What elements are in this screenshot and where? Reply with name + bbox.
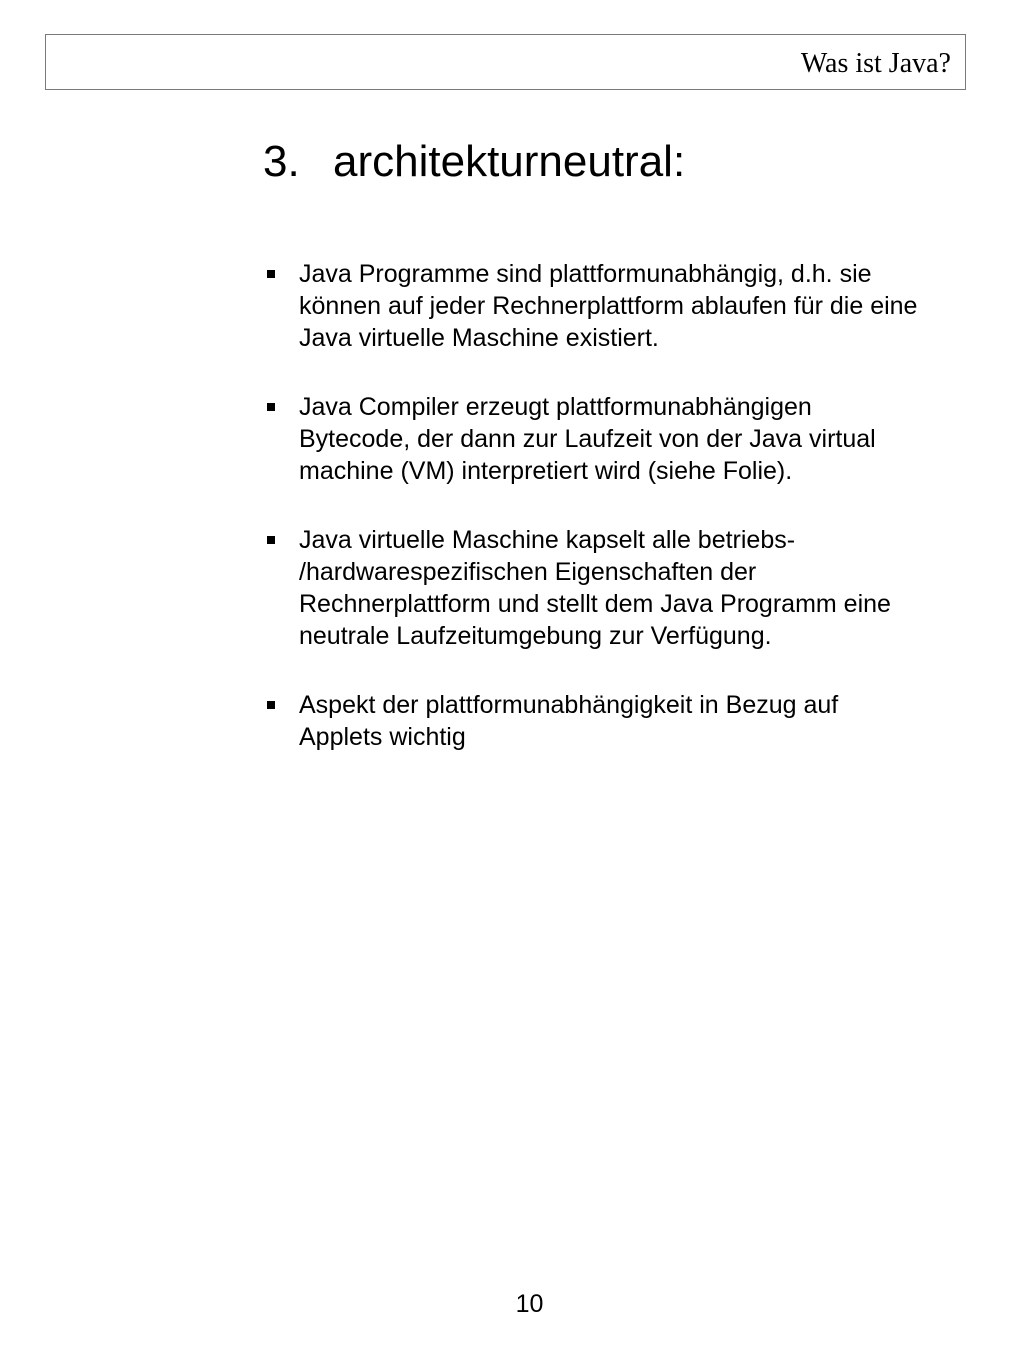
bullet-item [262,524,962,652]
header-box [45,34,966,90]
bullet-line: Rechnerplattform und stellt dem Java Programm eine [299,590,891,618]
section-title: architekturneutral: [333,137,686,186]
bullet-line: können auf jeder Rechnerplattform ablaufen für die eine [299,292,918,320]
bullet-line: neutrale Laufzeitumgebung zur Verfügung. [299,622,772,650]
bullet-item [262,258,962,354]
square-bullet-icon [267,701,275,709]
bullet-line: Bytecode, der dann zur Laufzeit von der Java virtual [299,425,876,453]
square-bullet-icon [267,270,275,278]
page-number: 10 [515,1290,544,1318]
bullet-line: /hardwarespezifischen Eigenschaften der [299,558,757,586]
bullet-line: Aspekt der plattformunabhängigkeit in Bezug auf [299,691,839,719]
bullet-line: Java Programme sind plattformunabhängig, d.h. sie [299,260,872,288]
bullet-line: Java virtuelle Maschine existiert. [299,324,659,352]
section-number: 3. [263,137,300,186]
bullet-line: Java virtuelle Maschine kapselt alle betriebs- [299,526,796,554]
header-title: Was ist Java? [800,48,951,79]
bullet-line: machine (VM) interpretiert wird (siehe Folie). [299,457,793,485]
bullet-item [262,391,962,487]
square-bullet-icon [267,536,275,544]
bullet-line: Java Compiler erzeugt plattformunabhängigen [299,393,812,421]
bullet-list [262,258,962,790]
bullet-line: Applets wichtig [299,723,466,751]
section-heading [263,137,685,187]
square-bullet-icon [267,403,275,411]
bullet-item [262,689,962,753]
